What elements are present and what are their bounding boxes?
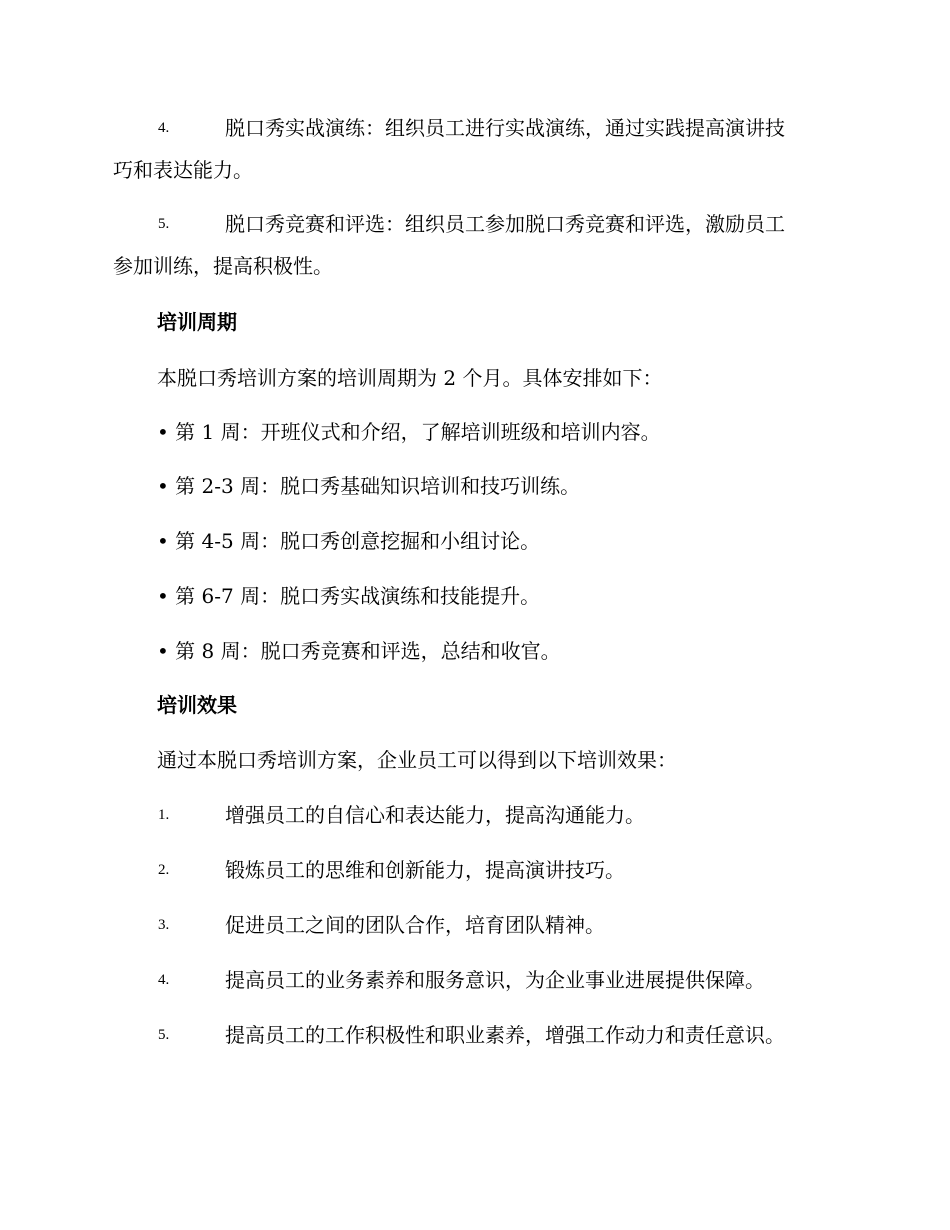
- week-item: • 第 1 周：开班仪式和介绍，了解培训班级和培训内容。: [157, 420, 661, 444]
- list-number: 5.: [158, 216, 170, 232]
- effect-intro: 通过本脱口秀培训方案，企业员工可以得到以下培训效果：: [157, 748, 677, 772]
- list-item-text-continued: 巧和表达能力。: [113, 158, 253, 182]
- list-number: 4.: [158, 120, 170, 136]
- effect-item-text: 提高员工的工作积极性和职业素养，增强工作动力和责任意识。: [225, 1023, 785, 1047]
- section-heading-period: 培训周期: [157, 310, 237, 334]
- week-item: • 第 6-7 周：脱口秀实战演练和技能提升。: [157, 584, 541, 608]
- effect-item-text: 促进员工之间的团队合作，培育团队精神。: [225, 913, 605, 937]
- list-number: 4.: [158, 972, 170, 988]
- list-item-text-continued: 参加训练，提高积极性。: [113, 254, 333, 278]
- list-number: 5.: [158, 1027, 170, 1043]
- period-intro: 本脱口秀培训方案的培训周期为 2 个月。具体安排如下：: [157, 366, 663, 390]
- week-item: • 第 4-5 周：脱口秀创意挖掘和小组讨论。: [157, 529, 541, 553]
- list-number: 2.: [158, 862, 170, 878]
- list-number: 3.: [158, 917, 170, 933]
- effect-item-text: 提高员工的业务素养和服务意识，为企业事业进展提供保障。: [225, 968, 765, 992]
- week-item: • 第 2-3 周：脱口秀基础知识培训和技巧训练。: [157, 474, 581, 498]
- week-item: • 第 8 周：脱口秀竞赛和评选，总结和收官。: [157, 639, 561, 663]
- section-heading-effect: 培训效果: [157, 693, 237, 717]
- document-body: [113, 0, 835, 1230]
- effect-item-text: 增强员工的自信心和表达能力，提高沟通能力。: [225, 803, 645, 827]
- list-item-text: 脱口秀实战演练：组织员工进行实战演练，通过实践提高演讲技: [225, 116, 785, 140]
- list-number: 1.: [158, 807, 170, 823]
- effect-item-text: 锻炼员工的思维和创新能力，提高演讲技巧。: [225, 858, 625, 882]
- list-item-text: 脱口秀竞赛和评选：组织员工参加脱口秀竞赛和评选，激励员工: [225, 212, 785, 236]
